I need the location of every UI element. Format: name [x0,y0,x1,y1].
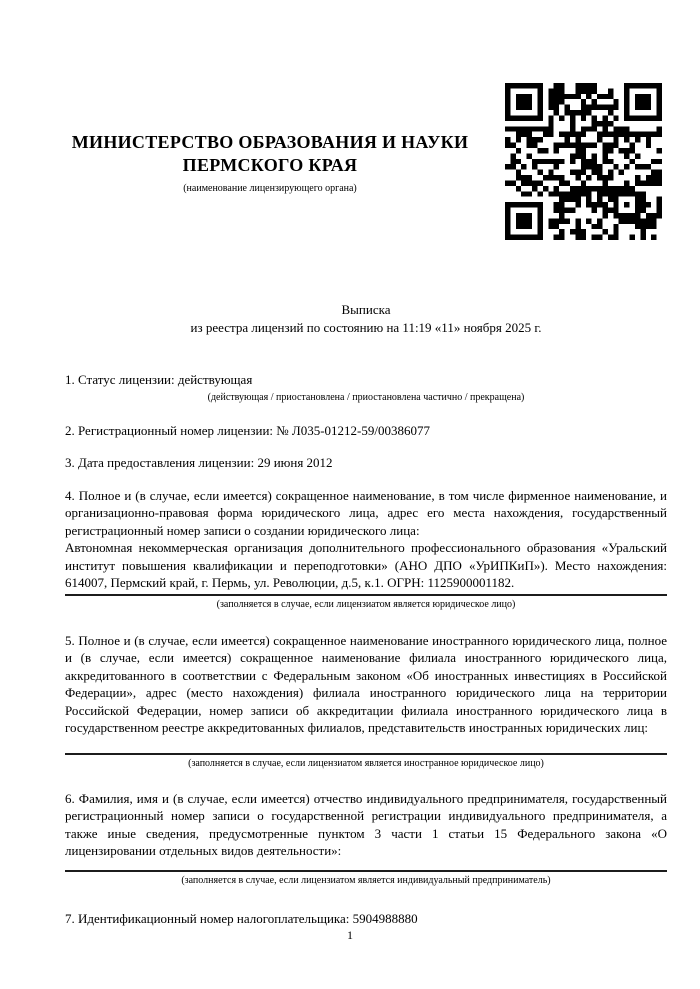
entrepreneur-fill-line [65,870,667,872]
entrepreneur-blank-answer [65,860,667,868]
page-number: 1 [347,928,353,942]
extract-title: Выписка [341,302,391,317]
foreign-entity-note: (заполняется в случае, если лицензиатом является иностранное юридическое лицо) [188,757,544,769]
legal-entity-fill-line [65,594,667,596]
foreign-entity-question: 5. Полное и (в случае, если имеется) сокращенное наименование иностранного юридического лица, полное и (в случае, если имеется) сокращенное наименование филиала иностранного юридического лица, аккредитованного в соответствии с Федеральным законом «Об иностранных инвестициях в Российской Федерации», адрес (место нахождения) филиала иностранного юридического лица на территории Российской Федерации, номер записи об аккредитации филиала иностранного юридического лица в государственном реестре аккредитованных филиалов, представительств иностранных юридических лиц: [65,632,667,735]
entrepreneur-question: 6. Фамилия, имя и (в случае, если имеется) отчество индивидуального предпринимателя, государственный регистрационный номер записи о государственной регистрации индивидуального предпринимателя, а также иные сведения, предусмотренные пунктом 3 части 1 статьи 15 Федерального закона «О лицензировании отдельных видов деятельности»: [65,790,667,858]
ministry-name-line1: МИНИСТЕРСТВО ОБРАЗОВАНИЯ И НАУКИ [71,132,469,152]
grant-date-line: 3. Дата предоставления лицензии: 29 июня 2012 [65,455,333,470]
entrepreneur-note: (заполняется в случае, если лицензиатом является индивидуальный предприниматель) [181,874,551,886]
legal-entity-answer: Автономная некоммерческая организация дополнительного профессионального образования «Уральский институт повышения квалификации и переподготовки» (АНО ДПО «УрИПКиП»). Место нахождения: 614007, Пермский край, г. Пермь, ул. Революции, д.5, к.1. ОГРН: 1125900001182. [65,540,667,590]
extract-subtitle: из реестра лицензий по состоянию на 11:19 «11» ноября 2025 г. [190,319,542,335]
legal-entity-question: 4. Полное и (в случае, если имеется) сокращенное наименование, в том числе фирменное наименование, и организационно-правовая форма юридического лица, адрес его места нахождения, государственный регистрационный номер записи о создании юридического лица: [65,487,667,538]
qr-code [505,83,662,240]
ministry-name-line2: ПЕРМСКОГО КРАЯ [182,155,358,175]
extract-title-block [65,301,667,336]
foreign-entity-fill-line [65,753,667,755]
legal-entity-note: (заполняется в случае, если лицензиатом является юридическое лицо) [216,598,516,610]
entrepreneur-section [65,790,667,887]
foreign-entity-section [65,632,667,770]
taxpayer-number-line: 7. Идентификационный номер налогоплательщика: 5904988880 [65,910,418,926]
licensing-authority-header [40,131,500,195]
document-body [65,301,667,927]
registration-number-line: 2. Регистрационный номер лицензии: № Л035-01212-59/00386077 [65,422,431,438]
license-status-line: 1. Статус лицензии: действующая [65,372,253,387]
legal-entity-section [65,487,667,611]
foreign-entity-blank-answer [65,737,667,751]
status-options-note: (действующая / приостановлена / приостановлена частично / прекращена) [207,391,525,403]
licensing-authority-note: (наименование лицензирующего органа) [183,183,357,194]
